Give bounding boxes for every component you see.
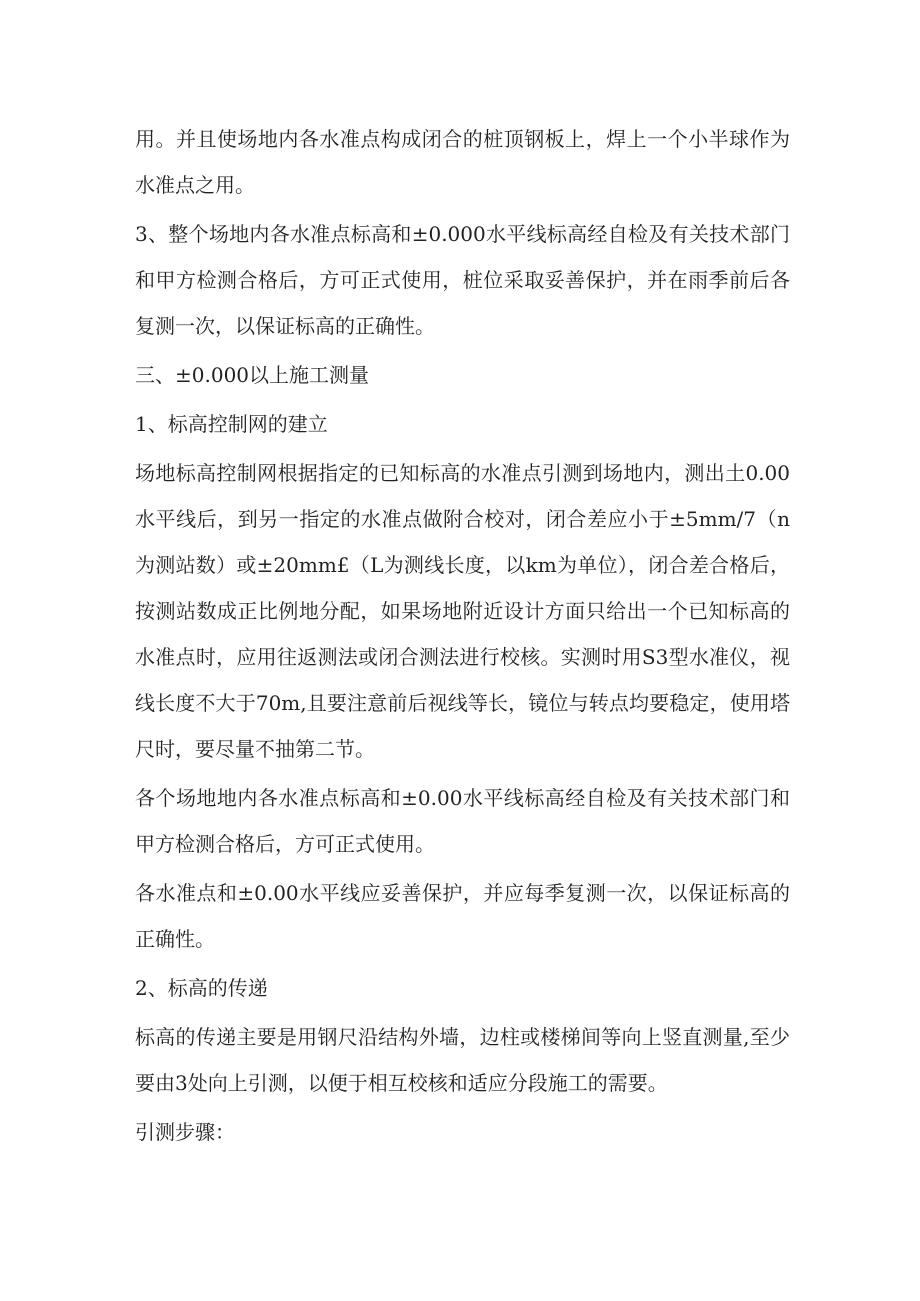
paragraph-benchmark-protection: 各水准点和±0.00水平线应妥善保护，并应每季复测一次，以保证标高的正确性。 bbox=[135, 881, 790, 951]
paragraph-continuation: 用。并且使场地内各水准点构成闭合的桩顶钢板上，焊上一个小半球作为水准点之用。 bbox=[135, 127, 790, 197]
paragraph-benchmark-acceptance: 各个场地地内各水准点标高和±0.00水平线标高经自检及有关技术部门和甲方检测合格后，方可正式使用。 bbox=[135, 786, 790, 856]
paragraph-elevation-transfer-description: 标高的传递主要是用钢尺沿结构外墙，边柱或楼梯间等向上竖直测量,至少要由3处向上引测，以便于相互校核和适应分段施工的需要。 bbox=[135, 1025, 790, 1095]
subheading-elevation-control-network: 1、标高控制网的建立 bbox=[135, 412, 328, 436]
subheading-elevation-transfer: 2、标高的传递 bbox=[135, 976, 268, 1000]
paragraph-control-network-description: 场地标高控制网根据指定的已知标高的水准点引测到场地内，测出土0.00水平线后，到另一指定的水准点做附合校对，闭合差应小于±5mm/7（n为测站数）或±20mm£（L为测线长度，以km为单位），闭合差合格后，按测站数成正比例地分配，如果场地附近设计方面只给出一个已知标高的水准点时，应用往返测法或闭合测法进行校核。实测时用S3型水准仪，视线长度不大于70m,且要注意前后视线等长，镜位与转点均要稳定，使用塔尺时，要尽量不抽第二节。 bbox=[135, 461, 790, 761]
document-body bbox=[135, 116, 790, 1158]
paragraph-item-3-benchmark-check: 3、整个场地内各水准点标高和±0.000水平线标高经自检及有关技术部门和甲方检测合格后，方可正式使用，桩位采取妥善保护，并在雨季前后各复测一次，以保证标高的正确性。 bbox=[135, 222, 790, 338]
subheading-survey-steps: 引测步骤： bbox=[135, 1120, 235, 1144]
section-heading-above-zero-survey: 三、±0.000以上施工测量 bbox=[135, 363, 370, 387]
